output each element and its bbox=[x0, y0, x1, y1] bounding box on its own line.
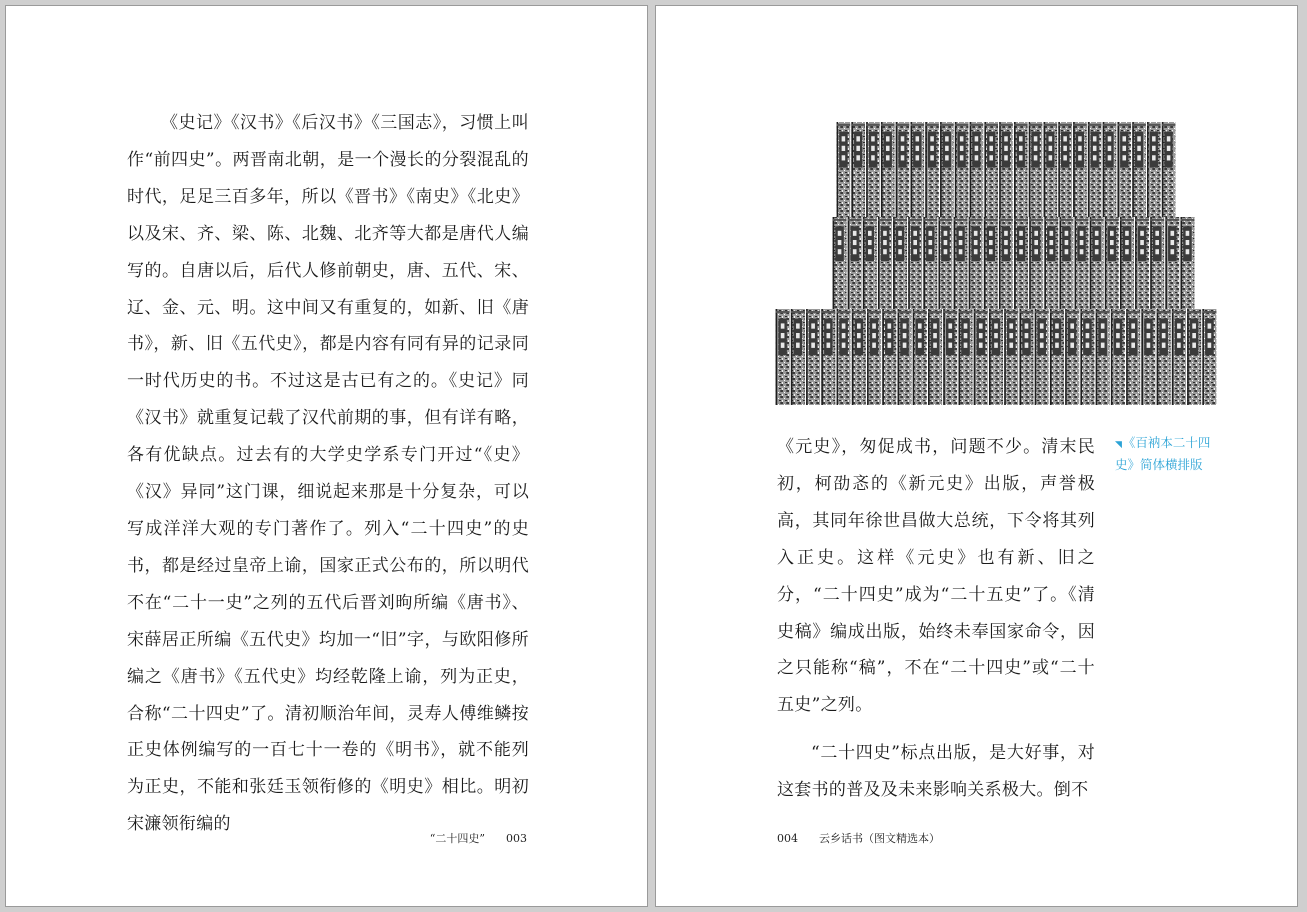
book-spine bbox=[898, 309, 912, 405]
book-spine bbox=[928, 309, 942, 405]
book-spine bbox=[1165, 217, 1179, 309]
book-spine bbox=[1014, 122, 1028, 217]
book-spine bbox=[1120, 217, 1134, 309]
book-spine bbox=[1035, 309, 1049, 405]
book-spine bbox=[878, 217, 892, 309]
book-spine bbox=[1157, 309, 1171, 405]
book-row-bottom bbox=[776, 309, 1217, 405]
book-spine bbox=[1014, 217, 1028, 309]
book-spine bbox=[1059, 217, 1073, 309]
left-page-paragraph: 《史记》《汉书》《后汉书》《三国志》，习惯上叫作“前四史”。两晋南北朝，是一个漫长的分裂混乱的时代，足足三百多年，所以《晋书》《南史》《北史》以及宋、齐、梁、陈、北魏、北齐等大都是唐代人编写的。自唐以后，后代人修前朝史，唐、五代、宋、辽、金、元、明。这中间又有重复的，如新、旧《唐书》，新、旧《五代史》，都是内容有同有异的记录同一时代历史的书。不过这是古已有之的。《史记》同《汉书》就重复记载了汉代前期的事，但有详有略，各有优缺点。过去有的大学史学系专门开过“《史》《汉》异同”这门课，细说起来那是十分复杂，可以写成洋洋大观的专门著作了。列入“二十四史”的史书，都是经过皇帝上谕，国家正式公布的，所以明代不在“二十一史”之列的五代后晋刘昫所编《唐书》、宋薛居正所编《五代史》均加一“旧”字，与欧阳修所编之《唐书》《五代史》均经乾隆上谕，列为正史，合称“二十四史”了。清初顺治年间，灵寿人傅维鳞按正史体例编写的一百七十一卷的《明书》，就不能列为正史，不能和张廷玉领衔修的《明史》相比。明初宋濂领衔编的 bbox=[127, 113, 529, 835]
book-spine bbox=[1019, 309, 1033, 405]
book-spine bbox=[1141, 309, 1155, 405]
book-spine bbox=[1058, 122, 1072, 217]
book-spine bbox=[1111, 309, 1125, 405]
page-number: 004 bbox=[777, 832, 798, 845]
book-set-photo bbox=[775, 114, 1220, 406]
book-spine bbox=[943, 309, 957, 405]
book-spine bbox=[1050, 309, 1064, 405]
book-spine bbox=[913, 309, 927, 405]
running-title: 云乡话书（图文精选本） bbox=[818, 832, 940, 845]
page-number: 003 bbox=[506, 832, 527, 845]
book-spine bbox=[911, 122, 925, 217]
book-spine bbox=[974, 309, 988, 405]
running-title: “二十四史” bbox=[429, 832, 486, 845]
image-caption bbox=[1115, 433, 1215, 475]
book-spine bbox=[893, 217, 907, 309]
caption-pointer-icon: ◥ bbox=[1115, 440, 1122, 450]
book-spine bbox=[821, 309, 835, 405]
book-spine bbox=[1090, 217, 1104, 309]
book-spine bbox=[970, 122, 984, 217]
book-spine bbox=[837, 309, 851, 405]
left-page bbox=[5, 5, 648, 907]
book-spine bbox=[776, 309, 790, 405]
book-spine bbox=[1105, 217, 1119, 309]
book-spine bbox=[896, 122, 910, 217]
right-page-footer bbox=[777, 830, 940, 846]
book-spine bbox=[908, 217, 922, 309]
book-spine bbox=[1126, 309, 1140, 405]
book-spine bbox=[1073, 122, 1087, 217]
book-spine bbox=[852, 309, 866, 405]
book-spine bbox=[1187, 309, 1201, 405]
book-spine bbox=[1162, 122, 1176, 217]
book-spine bbox=[806, 309, 820, 405]
book-spine bbox=[1044, 217, 1058, 309]
book-spine bbox=[938, 217, 952, 309]
book-spine bbox=[969, 217, 983, 309]
book-spine bbox=[984, 122, 998, 217]
book-spine bbox=[955, 122, 969, 217]
book-spine bbox=[1135, 217, 1149, 309]
right-page bbox=[655, 5, 1298, 907]
right-page-paragraph-1: 《元史》，匆促成书，问题不少。清末民初，柯劭忞的《新元史》出版，声誉极高，其同年徐世昌做大总统，下令将其列入正史。这样《元史》也有新、旧之分，“二十四史”成为“二十五史”了。《清史稿》编成出版，始终未奉国家命令，因之只能称“稿”，不在“二十四史”或“二十五史”之列。 bbox=[777, 437, 1095, 716]
book-spine bbox=[863, 217, 877, 309]
book-spine bbox=[1075, 217, 1089, 309]
book-spine bbox=[940, 122, 954, 217]
book-spine bbox=[1103, 122, 1117, 217]
book-spine bbox=[1132, 122, 1146, 217]
book-spine bbox=[837, 122, 851, 217]
book-spine bbox=[1029, 217, 1043, 309]
book-spine bbox=[989, 309, 1003, 405]
image-caption-text: 《百衲本二十四史》简体横排版 bbox=[1115, 435, 1211, 472]
book-spine bbox=[925, 122, 939, 217]
book-spine bbox=[999, 122, 1013, 217]
book-spine bbox=[1202, 309, 1216, 405]
left-page-footer bbox=[430, 830, 527, 846]
book-spine bbox=[867, 309, 881, 405]
book-spine bbox=[851, 122, 865, 217]
book-spine bbox=[1172, 309, 1186, 405]
book-spine bbox=[881, 122, 895, 217]
book-spine bbox=[1080, 309, 1094, 405]
book-spine bbox=[1180, 217, 1194, 309]
right-page-paragraph-2: “二十四史”标点出版，是大好事，对这套书的普及及未来影响关系极大。倒不 bbox=[777, 743, 1095, 800]
book-row-top bbox=[837, 122, 1176, 217]
book-spine bbox=[958, 309, 972, 405]
book-spine bbox=[954, 217, 968, 309]
book-row-middle bbox=[833, 217, 1195, 309]
book-spine bbox=[1044, 122, 1058, 217]
book-spine bbox=[1117, 122, 1131, 217]
book-spine bbox=[1065, 309, 1079, 405]
book-spine bbox=[984, 217, 998, 309]
book-spine bbox=[1004, 309, 1018, 405]
book-spine bbox=[1029, 122, 1043, 217]
book-spine bbox=[833, 217, 847, 309]
book-spine bbox=[848, 217, 862, 309]
book-spine bbox=[1150, 217, 1164, 309]
book-spine bbox=[999, 217, 1013, 309]
book-spine bbox=[882, 309, 896, 405]
book-spine bbox=[1096, 309, 1110, 405]
book-spine bbox=[1088, 122, 1102, 217]
book-spine bbox=[866, 122, 880, 217]
book-spine bbox=[1147, 122, 1161, 217]
book-spine bbox=[791, 309, 805, 405]
book-spine bbox=[923, 217, 937, 309]
